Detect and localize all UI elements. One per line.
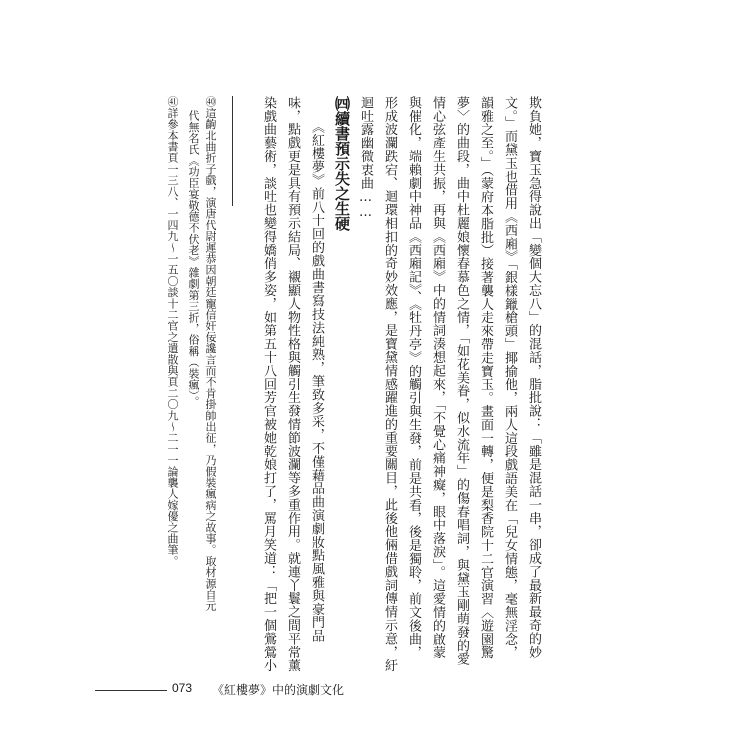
body-column-1: 欺負她，寶玉急得說出「變個大忘八」的混話，脂批說：「雖是混話一串，卻成了最新最奇的妙 [526, 96, 541, 659]
section-column-3: 染戲曲藝術，談吐也變得嬌俏多姿，如第五十八回芳官被她乾娘打了，罵月笑道：「把一個鶯鶯小 [261, 96, 276, 673]
page-number: 073 [172, 681, 193, 695]
section-column-1: 《紅樓夢》前八十回的戲曲書寫技法純熟，筆致多采，不僅藉品曲演劇妝點風雅與豪門品 [309, 120, 324, 643]
footnote-40-line-1: ㊵這齣北曲折子戲，演唐代尉遲恭因朝廷寵信奸佞讒言而不肯掛帥出征，乃假裝瘋病之故事。取材源自元 [204, 96, 217, 612]
running-title: 《紅樓夢》中的演劇文化 [212, 683, 345, 697]
section-column-2: 味，點戲更是具有預示結局、襯顯人物性格與觸引生發情節波瀾等多重作用。就連丫鬟之間平常薰 [285, 96, 300, 673]
footer-rule [95, 690, 167, 691]
body-column-4: 夢〉的曲段，曲中杜麗娘懷春慕色之情，「如花美眷，似水流年」的傷春唱詞，與黛玉剛萌發的愛 [454, 96, 469, 666]
body-column-5: 情心弦產生共振，再與《西廂》中的情詞湊想起來，「不覺心痛神癡，眼中落淚」。這愛情的啟蒙 [430, 96, 445, 660]
footnote-41: ㊶詳參本書頁一三八、一四九～一五〇談十二官之遣散與頁二〇九～二一一論襲人嫁優之曲筆。 [166, 96, 179, 567]
body-column-6: 與催化，端賴劇中神品《西廂記》、《牡丹亭》的觸引與生發，前是共看，後是獨聆，前文後曲， [406, 96, 421, 660]
body-column-7: 形成波瀾跌宕、迴環相扣的奇妙效應，是寶黛情感躍進的重要關目，此後他倆借戲詞傳情示意，紆 [382, 96, 397, 673]
footnote-divider [232, 96, 233, 206]
section-heading: ㈣續書預示失之生硬 [333, 96, 351, 231]
footnote-40-line-2: 代無名氏《功臣宴敬德不伏老》雜劇第三折，俗稱（裝瘋）。 [187, 110, 200, 407]
body-column-8: 迴吐露幽微衷曲…… [358, 96, 373, 221]
body-column-3: 韻雅之至。」（蒙府本脂批）接著襲人走來帶走寶玉。畫面一轉，便是梨香院十二官演習〈遊園驚 [478, 96, 493, 660]
body-column-2: 文。」而黛玉也借用《西廂》「銀樣鑞槍頭」揶揄他，兩人這段戲語美在「兒女情態，毫無淫念， [502, 96, 517, 660]
